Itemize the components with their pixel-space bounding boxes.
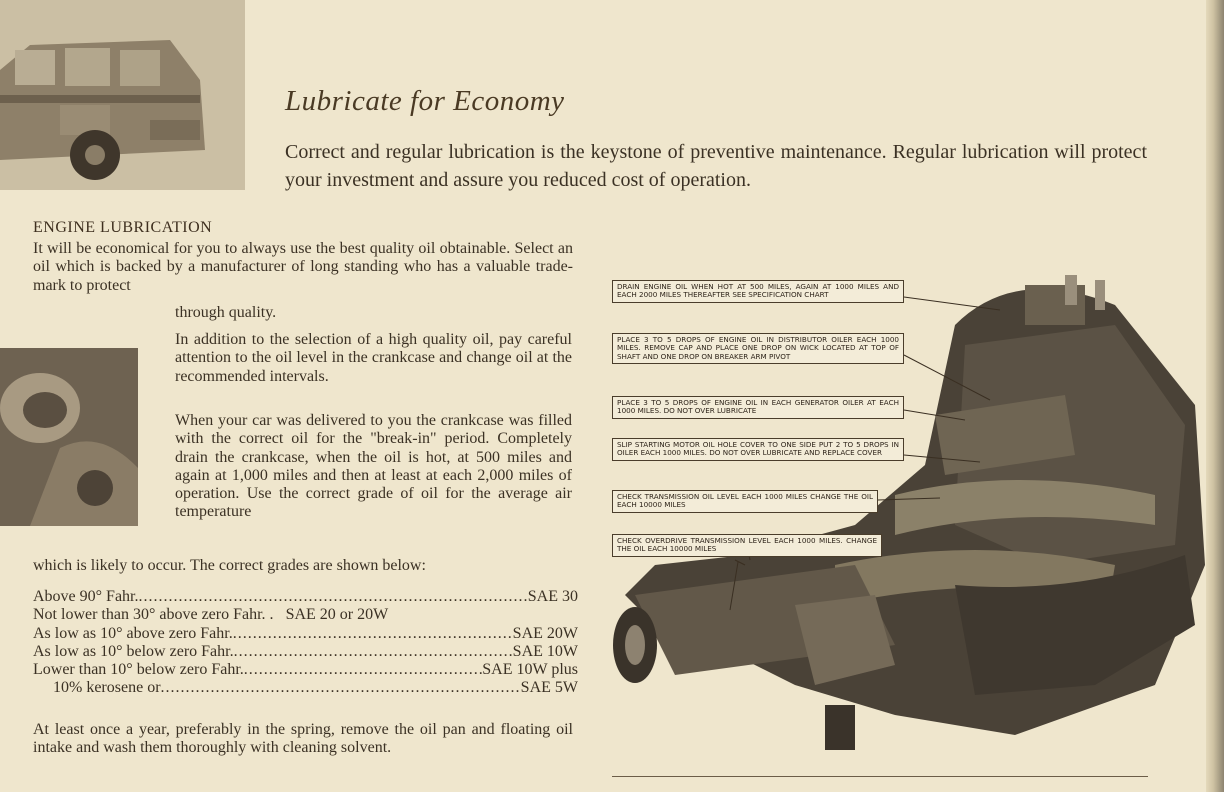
leader-dots <box>233 625 513 643</box>
oil-grade-row <box>33 588 578 606</box>
grade-temperature: Lower than 10° below zero Fahr. <box>33 661 244 679</box>
break-in-paragraph-end: which is likely to occur. The correct grades are shown below: <box>33 557 426 574</box>
oil-grade-list <box>33 588 578 698</box>
break-in-paragraph: When your car was delivered to you the crankcase was filled with the correct oil for the "break-in" period. Completely drain the crankcase, when the oil is hot, at 500 miles and again at 1,000 miles and then at least at each 2,000 miles of operation. Use the correct grade of oil for the average air temperature <box>175 412 572 521</box>
grade-value: SAE 5W <box>520 679 578 697</box>
oil-quality-paragraph-end: through quality. <box>175 304 277 321</box>
oil-grade-row <box>33 643 578 661</box>
section-heading: ENGINE LUBRICATION <box>33 219 213 236</box>
oil-grade-row <box>33 679 578 697</box>
oil-grade-row <box>33 625 578 643</box>
grade-value: SAE 30 <box>527 588 578 605</box>
grade-value: SAE 20 or 20W <box>285 606 389 624</box>
grade-temperature: Not lower than 30° above zero Fahr. . <box>33 606 274 624</box>
engine-detail-illustration <box>0 348 138 526</box>
car-photo <box>0 0 245 190</box>
leader-dots <box>161 679 521 697</box>
grade-value: SAE 20W <box>512 624 578 642</box>
leader-dots <box>234 643 513 661</box>
grade-temperature: Above 90° Fahr. <box>33 588 139 605</box>
leader-dots <box>139 588 528 606</box>
callout-overdrive-transmission: CHECK OVERDRIVE TRANSMISSION LEVEL EACH 1000 MILES. CHANGE THE OIL EACH 10000 MILES <box>612 534 882 557</box>
oil-grade-row <box>33 606 578 624</box>
callout-starting-motor: SLIP STARTING MOTOR OIL HOLE COVER TO ONE SIDE PUT 2 TO 5 DROPS IN OILER EACH 1000 MILES. DO NOT OVER LUBRICATE AND REPLACE COVER <box>612 438 904 461</box>
callout-generator-oiler: PLACE 3 TO 5 DROPS OF ENGINE OIL IN EACH GENERATOR OILER AT EACH 1000 MILES. DO NOT OVER LUBRICATE <box>612 396 904 419</box>
oil-quality-paragraph: It will be economical for you to always use the best quality oil obtainable. Select an oil which is backed by a manufacturer of long standing who has a valuable trade-mark to protect <box>33 240 573 294</box>
callout-drain-engine-oil: DRAIN ENGINE OIL WHEN HOT AT 500 MILES, AGAIN AT 1000 MILES AND EACH 2000 MILES THEREAFTER SEE SPECIFICATION CHART <box>612 280 904 303</box>
leader-dots <box>244 661 483 679</box>
grade-temperature: As low as 10° below zero Fahr. <box>33 642 234 660</box>
oil-level-paragraph: In addition to the selection of a high quality oil, pay careful attention to the oil level in the crankcase and change oil at the recommended intervals. <box>175 331 572 385</box>
bottom-rule <box>612 776 1148 777</box>
grade-temperature: 10% kerosene or <box>53 679 161 697</box>
page-title: Lubricate for Economy <box>285 85 565 117</box>
oil-grade-row <box>33 661 578 679</box>
engine-detail-photo <box>0 348 138 526</box>
intro-paragraph: Correct and regular lubrication is the keystone of preventive maintenance. Regular lubrication will protect your investment and assure you reduced cost of operation. <box>285 141 1147 191</box>
callout-transmission-oil: CHECK TRANSMISSION OIL LEVEL EACH 1000 MILES CHANGE THE OIL EACH 10000 MILES <box>612 490 878 513</box>
grade-temperature: As low as 10° above zero Fahr. <box>33 624 233 642</box>
grade-value: SAE 10W <box>512 642 578 660</box>
oil-pan-paragraph: At least once a year, preferably in the spring, remove the oil pan and floating oil intake and wash them thoroughly with cleaning solvent. <box>33 721 573 757</box>
callout-distributor-oiler: PLACE 3 TO 5 DROPS OF ENGINE OIL IN DISTRIBUTOR OILER EACH 1000 MILES. REMOVE CAP AND PLACE ONE DROP ON WICK LOCATED AT TOP OF SHAFT AND ONE DROP ON BREAKER ARM PIVOT <box>612 333 904 364</box>
station-wagon-illustration <box>0 0 245 190</box>
grade-value: SAE 10W plus <box>482 661 578 679</box>
